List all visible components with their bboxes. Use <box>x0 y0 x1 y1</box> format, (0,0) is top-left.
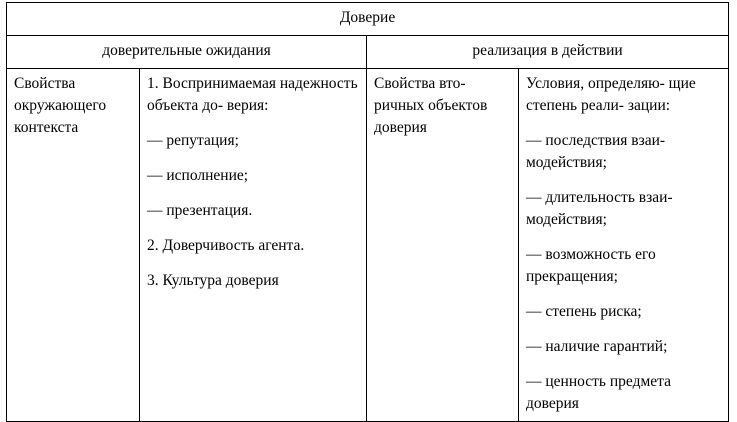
subheader-realization: реализация в действии <box>367 36 729 69</box>
cell-paragraph: 2. Доверчивость агента. <box>147 237 305 254</box>
cell-secondary-objects <box>367 69 519 422</box>
document-page <box>0 2 737 412</box>
table-row-title <box>7 3 729 36</box>
trust-table <box>6 2 729 422</box>
table-row-subheaders <box>7 36 729 69</box>
cell-paragraph: — презентация. <box>147 202 253 219</box>
cell-trust-object-reliability <box>140 69 367 422</box>
cell-paragraph: — наличие гарантий; <box>526 338 668 355</box>
cell-paragraph: 3. Культура доверия <box>147 272 279 289</box>
cell-paragraph: — возможность его прекращения; <box>526 246 656 285</box>
subheader-expectations: доверительные ожидания <box>7 36 367 69</box>
cell-paragraph: — исполнение; <box>147 167 249 184</box>
cell-paragraph: — ценность предмета доверия <box>526 373 672 412</box>
table-title: Доверие <box>7 3 729 36</box>
table-row-body <box>7 69 729 422</box>
cell-paragraph: — последствия взаи- модействия; <box>526 132 666 171</box>
cell-paragraph: Свойства вто- ричных объектов доверия <box>374 75 488 136</box>
cell-context-properties <box>7 69 140 422</box>
cell-paragraph: — репутация; <box>147 132 239 149</box>
cell-paragraph: — степень риска; <box>526 303 642 320</box>
cell-realization-conditions <box>519 69 729 422</box>
cell-paragraph: Условия, определяю- щие степень реали- зации: <box>526 75 696 114</box>
cell-paragraph: — длительность взаи- модействия; <box>526 189 673 228</box>
cell-paragraph: 1. Воспринимаемая надежность объекта до- верия: <box>147 75 358 114</box>
cell-paragraph: Свойства окружающего контекста <box>14 75 107 136</box>
